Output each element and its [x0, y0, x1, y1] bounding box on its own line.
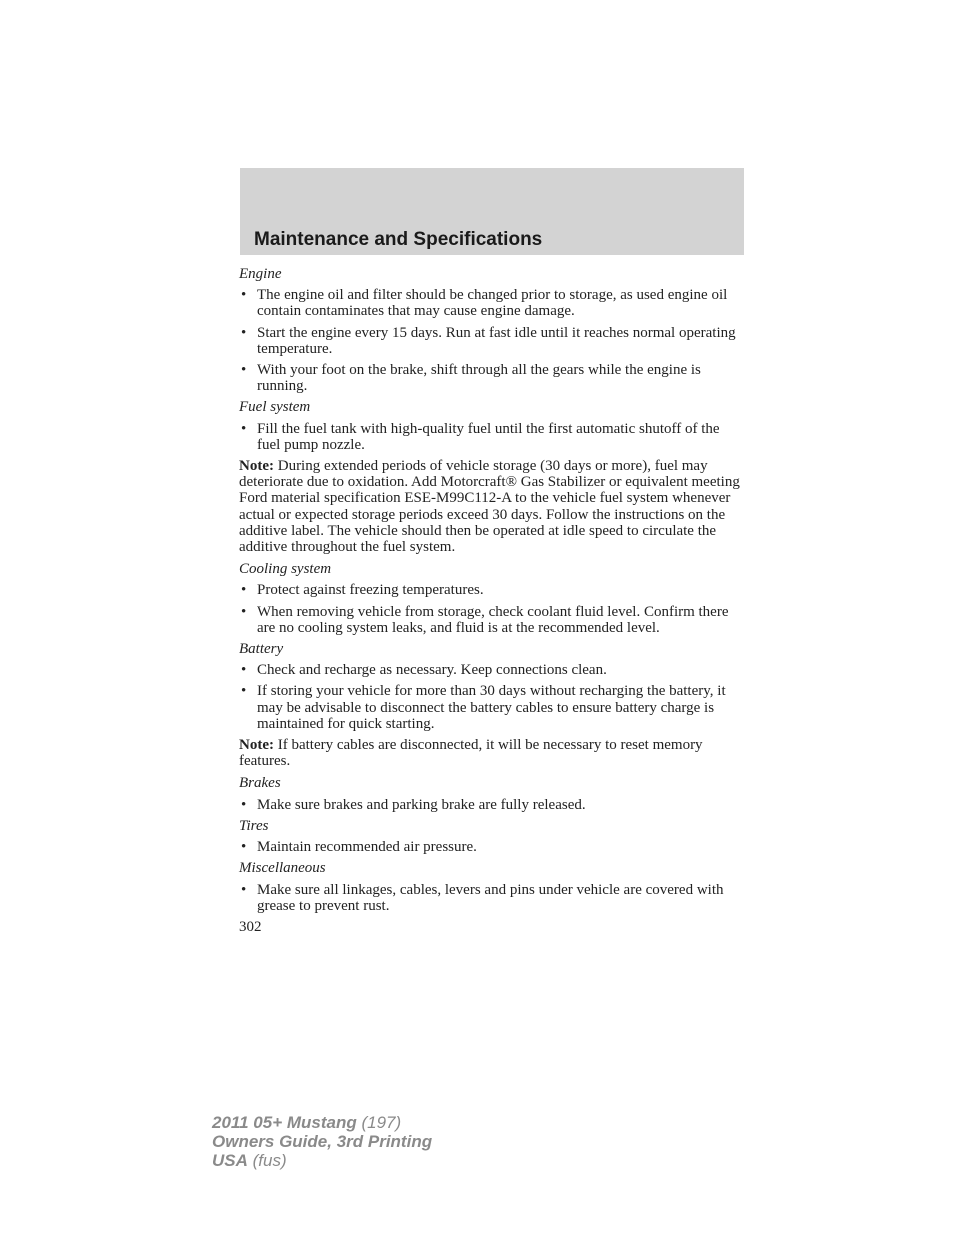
bullet-icon: • [241, 324, 247, 341]
page-content [239, 266, 744, 935]
note-text: If battery cables are disconnected, it will be necessary to reset memory features. [239, 737, 703, 770]
fuel-note [239, 458, 744, 555]
section-label-engine: Engine [239, 266, 282, 282]
list-item: • The engine oil and filter should be changed prior to storage, as used engine oil contain contaminates that may cause engine damage. [241, 287, 728, 320]
footer-line-model: 2011 05+ Mustang (197) [212, 1113, 402, 1132]
bullet-icon: • [241, 683, 247, 700]
bullet-icon: • [241, 287, 247, 304]
list-item: • Make sure brakes and parking brake are fully released. [241, 796, 586, 813]
battery-note [239, 737, 744, 769]
bullet-icon: • [241, 362, 247, 379]
list-item: • Protect against freezing temperatures. [241, 582, 484, 599]
tires-list [239, 839, 744, 855]
bullet-icon: • [241, 662, 247, 679]
section-label-cooling-system: Cooling system [239, 561, 332, 578]
fuel-list [239, 421, 744, 453]
bullet-icon: • [241, 420, 247, 437]
note-text: During extended periods of vehicle storage (30 days or more), fuel may deteriorate due to oxidation. Add Motorcraft® Gas Stabilizer or equivalent meeting Ford material specification ESE-M99C112-A to the vehicle fuel system whenever actual or expected storage periods exceed 30 days. Follow the instructions on the additive label. The vehicle should then be operated at idle speed to circulate the additive throughout the fuel system. [239, 458, 740, 556]
bullet-icon: • [241, 881, 247, 898]
note-label: Note: [239, 737, 274, 754]
section-label-tires: Tires [239, 817, 269, 834]
page-number: 302 [239, 918, 262, 935]
list-item: • When removing vehicle from storage, check coolant fluid level. Confirm there are no cooling system leaks, and fluid is at the recommended level. [241, 603, 729, 636]
list-item: • Start the engine every 15 days. Run at fast idle until it reaches normal operating temperature. [241, 324, 736, 357]
section-label-miscellaneous: Miscellaneous [239, 860, 326, 877]
battery-list [239, 662, 744, 732]
section-label-brakes: Brakes [239, 775, 281, 792]
list-item: • Make sure all linkages, cables, levers and pins under vehicle are covered with grease to prevent rust. [241, 881, 724, 914]
section-label-battery: Battery [239, 641, 284, 658]
list-item: • If storing your vehicle for more than 30 days without recharging the battery, it may be advisable to disconnect the battery cables to ensure battery charge is maintained for quick starting. [241, 683, 726, 732]
list-item: • With your foot on the brake, shift through all the gears while the engine is running. [241, 362, 701, 395]
section-label-fuel-system: Fuel system [239, 399, 311, 416]
engine-list [239, 287, 744, 394]
page-title: Maintenance and Specifications [254, 229, 543, 250]
note-label: Note: [239, 458, 274, 475]
list-item: • Fill the fuel tank with high-quality fuel until the first automatic shutoff of the fuel pump nozzle. [241, 420, 720, 453]
bullet-icon: • [241, 603, 247, 620]
footer-line-region: USA (fus) [212, 1151, 287, 1170]
cooling-list [239, 582, 744, 636]
misc-list [239, 882, 744, 914]
document-footer [212, 1113, 432, 1170]
bullet-icon: • [241, 582, 247, 599]
list-item: • Check and recharge as necessary. Keep connections clean. [241, 662, 607, 679]
list-item: • Maintain recommended air pressure. [241, 839, 477, 856]
footer-line-guide: Owners Guide, 3rd Printing [212, 1132, 433, 1151]
brakes-list [239, 797, 744, 813]
bullet-icon: • [241, 796, 247, 813]
section-header-band [240, 168, 744, 255]
bullet-icon: • [241, 839, 247, 856]
